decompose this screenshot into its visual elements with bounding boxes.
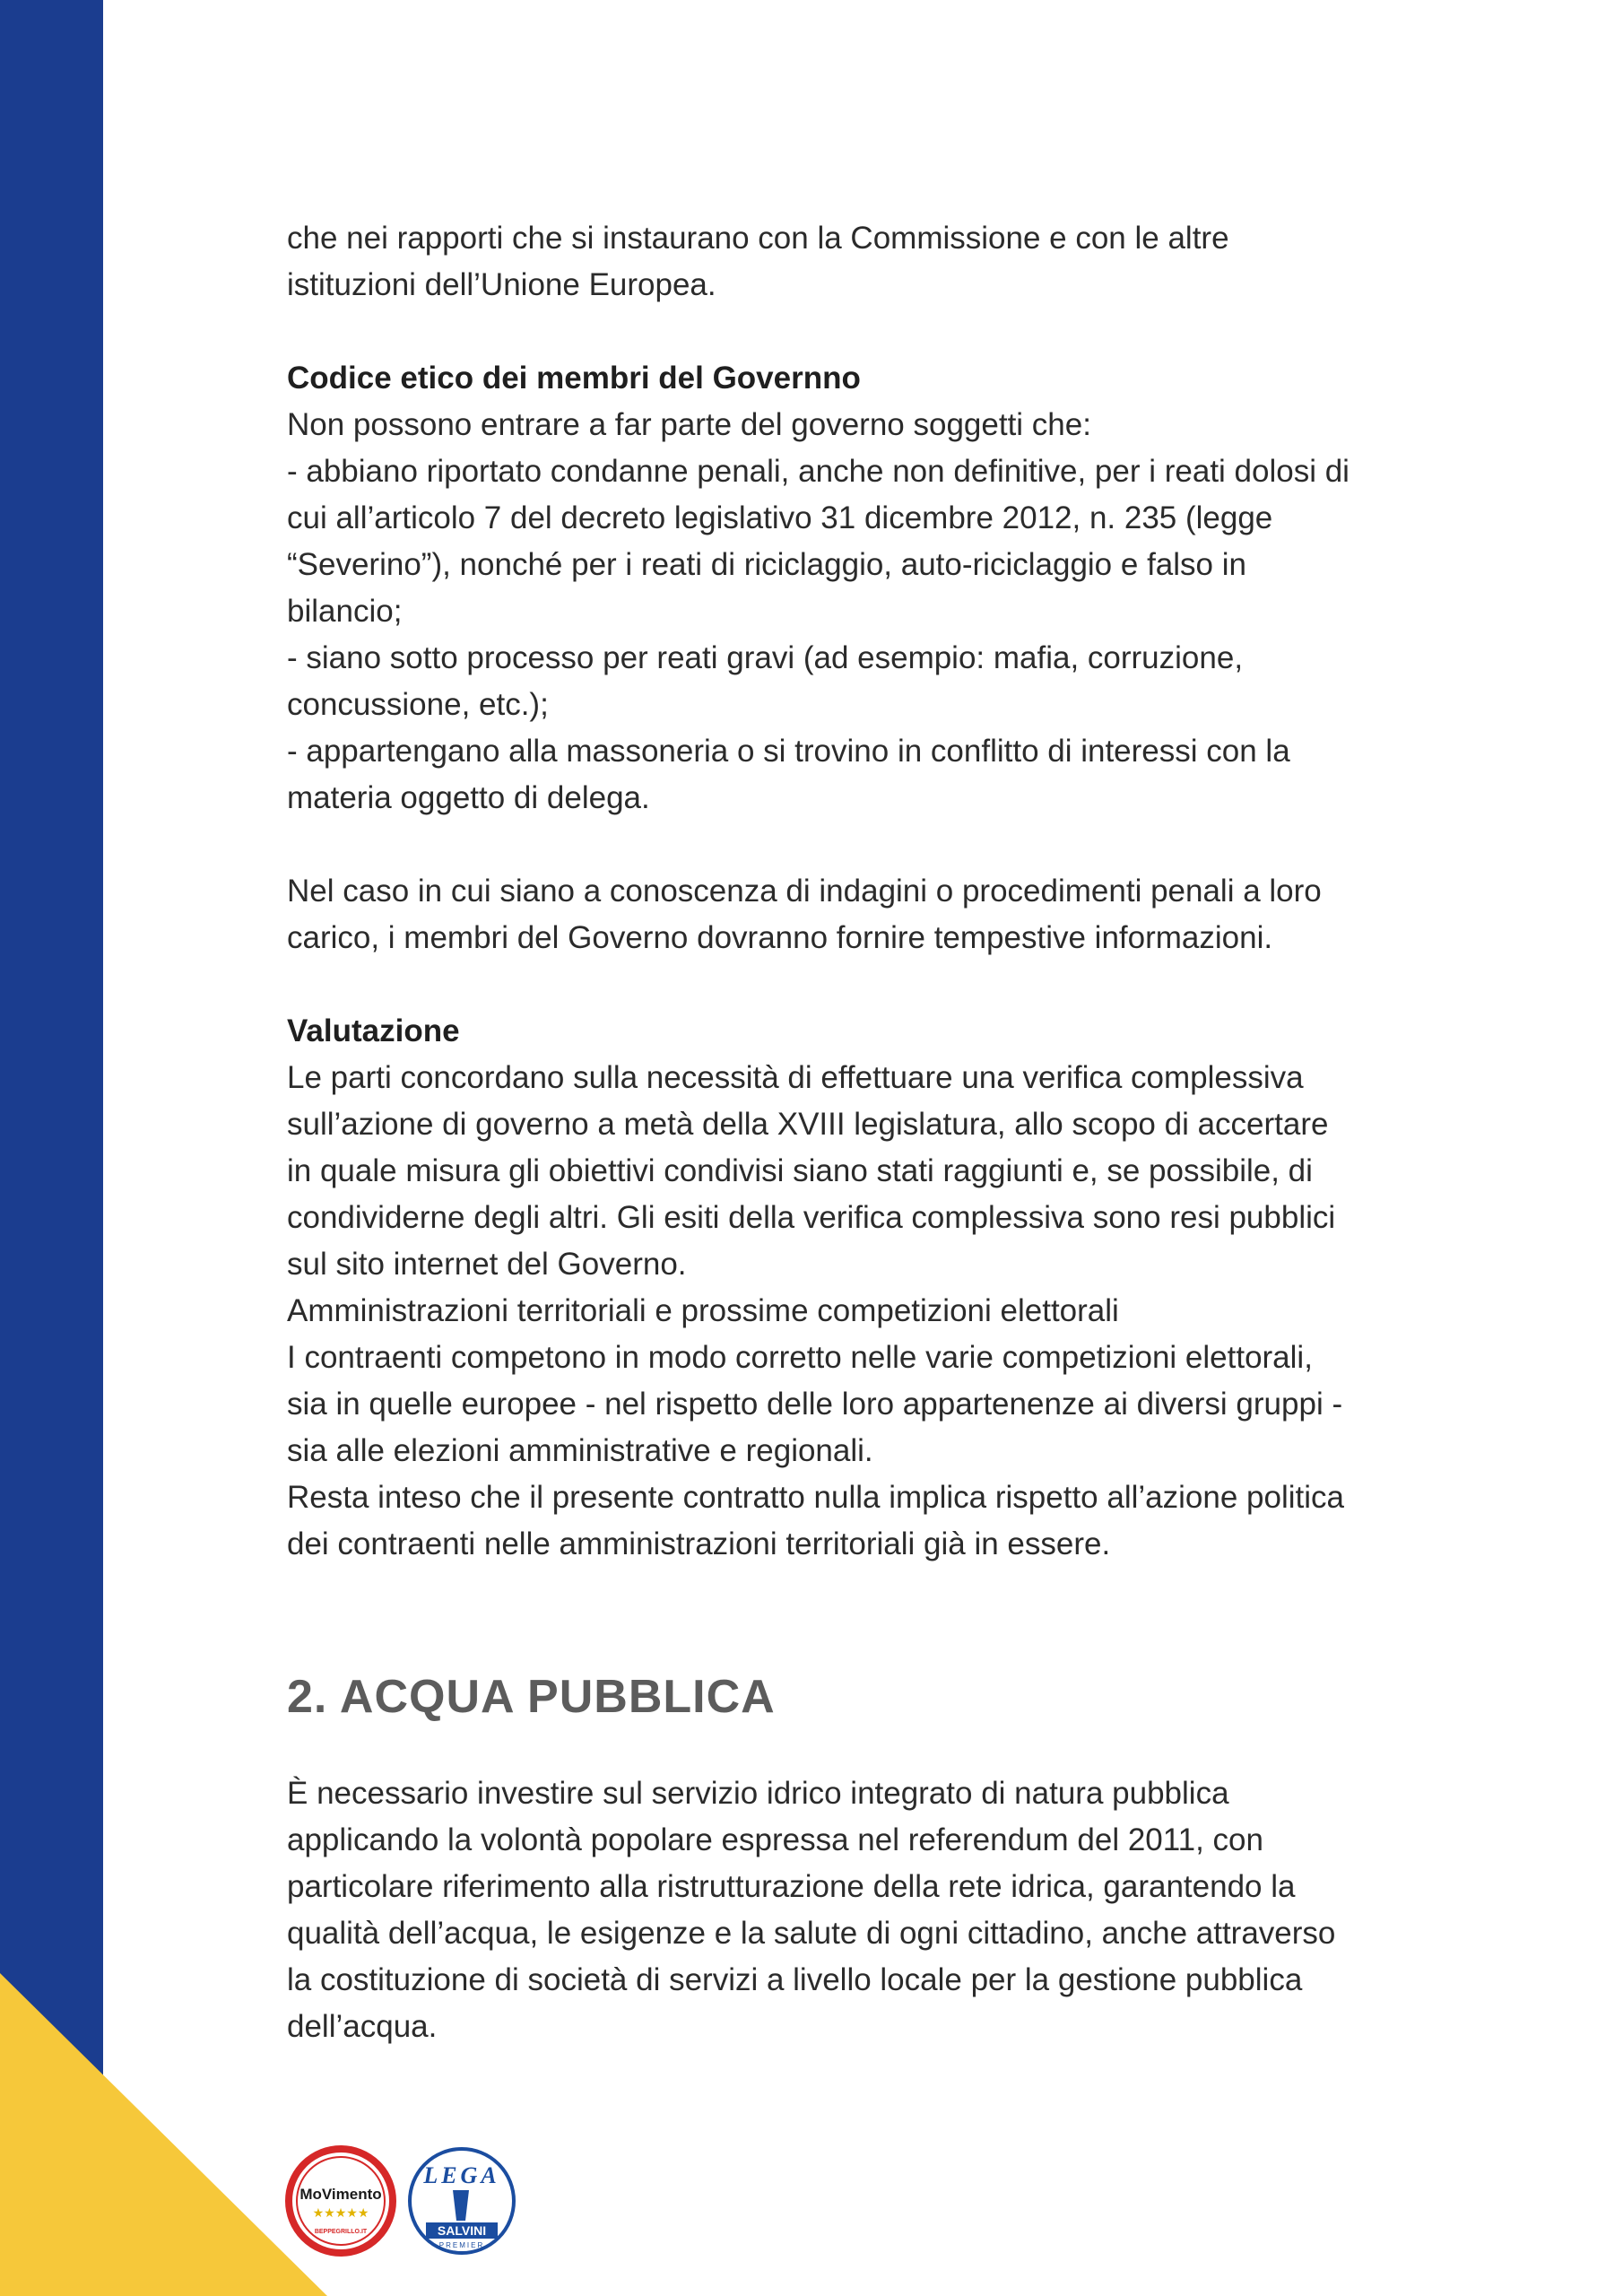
m5s-logo-url: BEPPEGRILLO.IT bbox=[314, 2229, 368, 2235]
codice-item-1: - abbiano riportato condanne penali, anche non definitive, per i reati dolosi di cui all’articolo 7 del decreto legislativo 31 dicembre 2012, n. 235 (legge “Severino”), nonché per i reati di riciclaggio, auto-riciclaggio e falso in bilancio; bbox=[287, 454, 1350, 629]
valutazione-heading: Valutazione bbox=[287, 1013, 460, 1048]
lega-logo-salvini: SALVINI bbox=[437, 2223, 487, 2238]
m5s-logo-text: MoVimento bbox=[299, 2186, 382, 2203]
competizioni-paragraph: I contraenti competono in modo corretto nelle varie competizioni elettorali, sia in quelle europee - nel rispetto delle loro appartenenze ai diversi gruppi - sia alle elezioni amministrative e regionali. bbox=[287, 1340, 1343, 1468]
resta-inteso-paragraph: Resta inteso che il presente contratto nulla implica rispetto all’azione politica dei contraenti nelle amministrazioni territoriali già in essere. bbox=[287, 1480, 1344, 1561]
blue-band bbox=[0, 0, 103, 2296]
codice-info-paragraph: Nel caso in cui siano a conoscenza di indagini o procedimenti penali a loro carico, i membri del Governo dovranno fornire tempestive informazioni. bbox=[287, 874, 1322, 955]
valutazione-body: Le parti concordano sulla necessità di effettuare una verifica complessiva sull’azione di governo a metà della XVIII legislatura, allo scopo di accertare in quale misura gli obiettivi condivisi siano stati raggiunti e, se possibile, di condividerne degli altri. Gli esiti della verifica complessiva sono resi pubblici sul sito internet del Governo. bbox=[287, 1060, 1336, 1282]
amministrazioni-line: Amministrazioni territoriali e prossime competizioni elettorali bbox=[287, 1293, 1119, 1328]
side-band-decoration bbox=[0, 0, 103, 2296]
chapter-heading-acqua: 2. ACQUA PUBBLICA bbox=[287, 1671, 776, 1723]
intro-paragraph: che nei rapporti che si instaurano con la Commissione e con le altre istituzioni dell’Unione Europea. bbox=[287, 221, 1229, 302]
codice-heading: Codice etico dei membri del Governno bbox=[287, 361, 861, 396]
svg-text:★★★★★: ★★★★★ bbox=[312, 2206, 369, 2221]
lega-logo-premier: PREMIER bbox=[438, 2241, 485, 2249]
codice-item-2: - siano sotto processo per reati gravi (ad esempio: mafia, corruzione, concussione, etc.); bbox=[287, 640, 1244, 722]
movimento-5-stelle-logo bbox=[285, 2145, 396, 2257]
codice-intro: Non possono entrare a far parte del governo soggetti che: bbox=[287, 407, 1091, 442]
page-content bbox=[287, 215, 1354, 2050]
codice-item-3: - appartengano alla massoneria o si trovino in conflitto di interessi con la materia oggetto di delega. bbox=[287, 734, 1290, 815]
lega-logo-text: LEGA bbox=[423, 2162, 500, 2188]
acqua-paragraph: È necessario investire sul servizio idrico integrato di natura pubblica applicando la volontà popolare espressa nel referendum del 2011, con particolare riferimento alla ristrutturazione della rete idrica, garantendo la qualità dell’acqua, le esigenze e la salute di ogni cittadino, anche attraverso la costituzione di società di servizi a livello locale per la gestione pubblica dell’acqua. bbox=[287, 1776, 1336, 2044]
lega-salvini-logo bbox=[406, 2145, 517, 2257]
